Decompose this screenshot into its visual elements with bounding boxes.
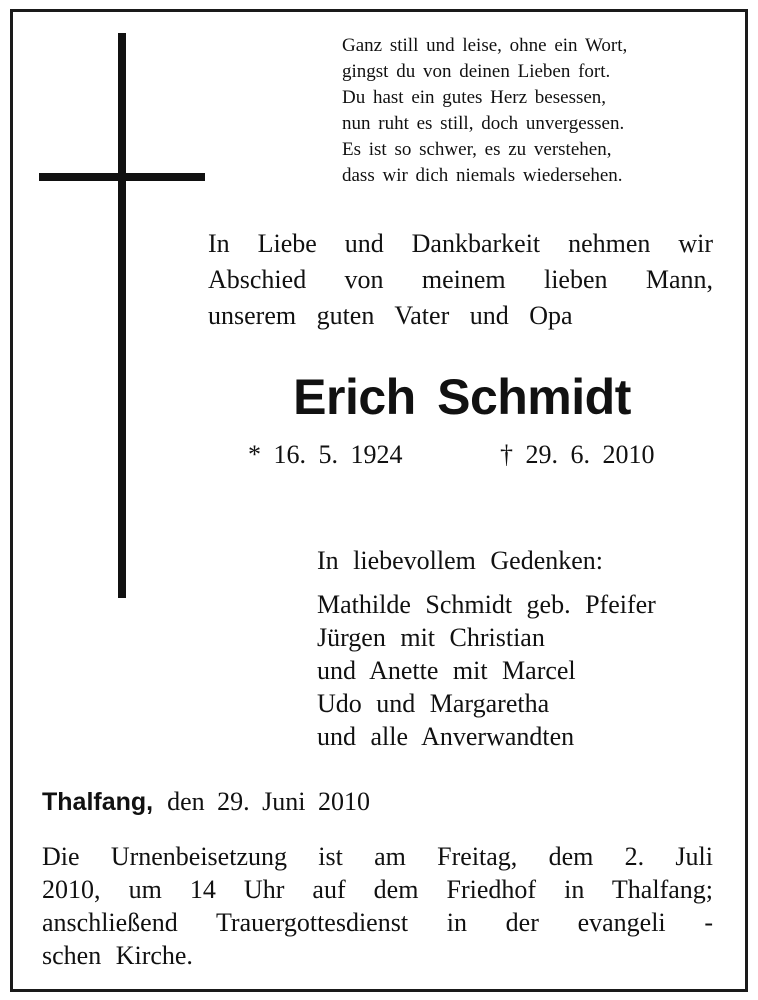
notice-line: anschließend Trauergottesdienst in der evangeli -	[42, 908, 713, 937]
cross-vertical-bar	[118, 33, 126, 598]
mourners-block	[317, 544, 656, 753]
mourner-name: Mathilde Schmidt geb. Pfeifer	[317, 590, 656, 619]
notice-date: den 29. Juni 2010	[167, 787, 370, 816]
place-name: Thalfang,	[42, 788, 154, 816]
notice-line: schen Kirche.	[42, 941, 193, 970]
poem-line: Du hast ein gutes Herz besessen,	[342, 87, 607, 108]
poem-line: dass wir dich niemals wiedersehen.	[342, 165, 623, 186]
funeral-notice	[42, 840, 713, 972]
mourner-name: und alle Anverwandten	[317, 722, 575, 751]
poem-line: nun ruht es still, doch unvergessen.	[342, 113, 625, 134]
intro-line: In Liebe und Dankbarkeit nehmen wir	[208, 229, 713, 258]
poem	[342, 33, 702, 189]
poem-line: gingst du von deinen Lieben fort.	[342, 61, 611, 82]
intro-text	[208, 226, 713, 334]
cross-horizontal-bar	[39, 173, 205, 181]
birth-date: * 16. 5. 1924	[248, 440, 403, 469]
death-date: † 29. 6. 2010	[500, 440, 655, 469]
poem-line: Es ist so schwer, es zu verstehen,	[342, 139, 612, 160]
intro-line: unserem guten Vater und Opa	[208, 301, 573, 330]
mourner-name: Jürgen mit Christian	[317, 623, 545, 652]
place-date-line	[42, 787, 370, 817]
notice-line: Die Urnenbeisetzung ist am Freitag, dem 2. Juli	[42, 842, 713, 871]
notice-line: 2010, um 14 Uhr auf dem Friedhof in Thalfang;	[42, 875, 713, 904]
mourner-name: Udo und Margaretha	[317, 689, 550, 718]
mourners-heading: In liebevollem Gedenken:	[317, 546, 604, 575]
mourner-name: und Anette mit Marcel	[317, 656, 576, 685]
intro-line: Abschied von meinem lieben Mann,	[208, 265, 713, 294]
deceased-name: Erich Schmidt	[293, 369, 631, 425]
poem-line: Ganz still und leise, ohne ein Wort,	[342, 35, 628, 56]
